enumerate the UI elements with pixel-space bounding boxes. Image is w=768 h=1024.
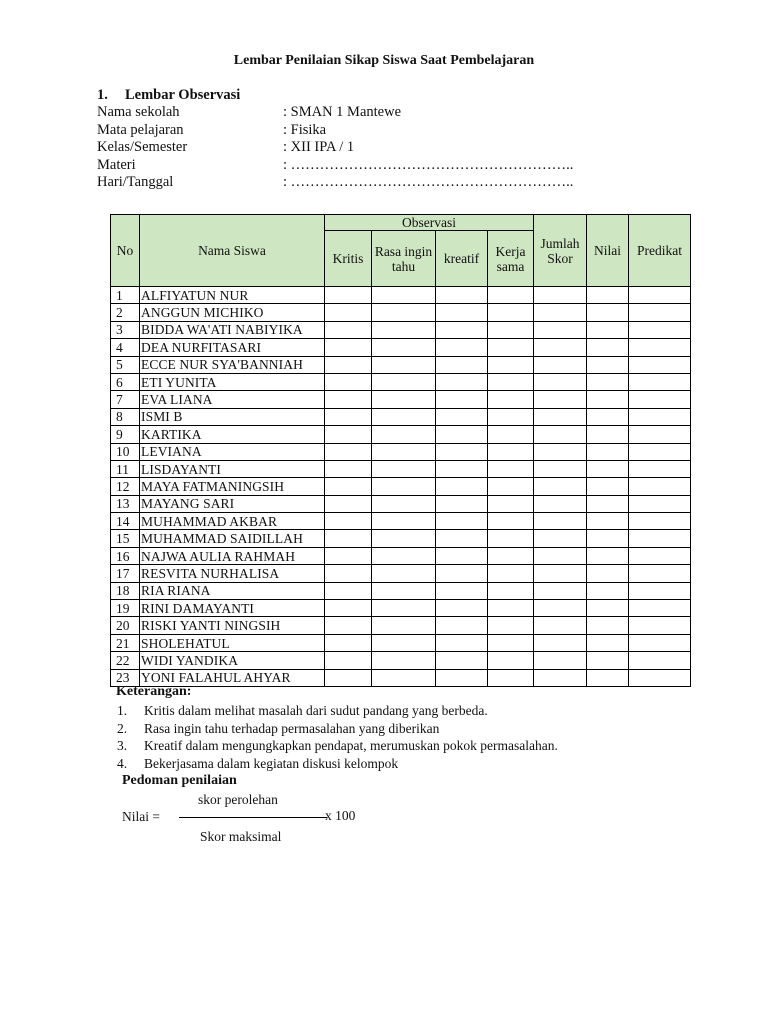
- student-name: ISMI B: [140, 408, 325, 425]
- score-cell[interactable]: [488, 582, 534, 599]
- score-cell[interactable]: [629, 652, 691, 669]
- score-cell[interactable]: [488, 495, 534, 512]
- score-cell[interactable]: [325, 652, 372, 669]
- score-cell[interactable]: [372, 634, 436, 651]
- score-cell[interactable]: [629, 547, 691, 564]
- info-value: : SMAN 1 Mantewe: [283, 104, 402, 120]
- score-cell[interactable]: [587, 426, 629, 443]
- table-row: [111, 669, 691, 686]
- score-cell[interactable]: [325, 356, 372, 373]
- list-number: 3.: [117, 738, 128, 754]
- score-cell[interactable]: [372, 426, 436, 443]
- score-cell[interactable]: [436, 617, 488, 634]
- score-cell[interactable]: [436, 669, 488, 686]
- score-cell[interactable]: [325, 321, 372, 338]
- observation-table: [110, 214, 691, 687]
- score-cell[interactable]: [436, 478, 488, 495]
- list-item: [117, 720, 558, 738]
- info-row-date: [97, 174, 573, 192]
- header-kreatif: kreatif: [436, 231, 488, 287]
- score-cell[interactable]: [372, 391, 436, 408]
- student-name: MAYANG SARI: [140, 495, 325, 512]
- score-cell[interactable]: [587, 669, 629, 686]
- score-cell[interactable]: [436, 513, 488, 530]
- score-cell[interactable]: [629, 408, 691, 425]
- table-row: [111, 391, 691, 408]
- section-number: 1.: [97, 87, 108, 103]
- score-cell[interactable]: [325, 391, 372, 408]
- score-cell[interactable]: [488, 373, 534, 390]
- score-cell[interactable]: [436, 547, 488, 564]
- row-number: 19: [111, 600, 140, 617]
- score-cell[interactable]: [587, 547, 629, 564]
- score-cell[interactable]: [534, 634, 587, 651]
- score-cell[interactable]: [534, 478, 587, 495]
- score-cell[interactable]: [436, 530, 488, 547]
- score-cell[interactable]: [488, 669, 534, 686]
- score-cell[interactable]: [325, 408, 372, 425]
- score-cell[interactable]: [436, 600, 488, 617]
- score-cell[interactable]: [325, 530, 372, 547]
- list-text: Bekerjasama dalam kegiatan diskusi kelompok: [144, 755, 399, 771]
- student-name: ECCE NUR SYA'BANNIAH: [140, 356, 325, 373]
- score-cell[interactable]: [325, 339, 372, 356]
- row-number: 12: [111, 478, 140, 495]
- score-cell[interactable]: [629, 373, 691, 390]
- score-cell[interactable]: [488, 460, 534, 477]
- score-cell[interactable]: [587, 408, 629, 425]
- info-row-class: [97, 139, 573, 157]
- info-row-subject: [97, 122, 573, 140]
- score-cell[interactable]: [534, 513, 587, 530]
- row-number: 1: [111, 287, 140, 304]
- score-cell[interactable]: [325, 426, 372, 443]
- score-cell[interactable]: [325, 582, 372, 599]
- score-cell[interactable]: [488, 530, 534, 547]
- score-cell[interactable]: [372, 304, 436, 321]
- score-cell[interactable]: [587, 478, 629, 495]
- student-name: KARTIKA: [140, 426, 325, 443]
- score-cell[interactable]: [488, 321, 534, 338]
- student-name: EVA LIANA: [140, 391, 325, 408]
- student-name: RISKI YANTI NINGSIH: [140, 617, 325, 634]
- score-cell[interactable]: [325, 373, 372, 390]
- header-observasi: Observasi: [325, 215, 534, 231]
- score-cell[interactable]: [587, 339, 629, 356]
- score-cell[interactable]: [587, 617, 629, 634]
- keterangan-label: Keterangan:: [116, 684, 192, 699]
- score-cell[interactable]: [534, 287, 587, 304]
- row-number: 17: [111, 565, 140, 582]
- pedoman-label: Pedoman penilaian: [122, 773, 237, 788]
- score-cell[interactable]: [629, 617, 691, 634]
- score-cell[interactable]: [629, 513, 691, 530]
- score-cell[interactable]: [488, 600, 534, 617]
- header-nilai: Nilai: [587, 215, 629, 287]
- score-cell[interactable]: [325, 495, 372, 512]
- student-name: BIDDA WA'ATI NABIYIKA: [140, 321, 325, 338]
- table-row: [111, 321, 691, 338]
- table-row: [111, 582, 691, 599]
- score-cell[interactable]: [436, 565, 488, 582]
- score-cell[interactable]: [325, 304, 372, 321]
- score-cell[interactable]: [436, 652, 488, 669]
- score-cell[interactable]: [534, 582, 587, 599]
- score-cell[interactable]: [325, 617, 372, 634]
- student-name: YONI FALAHUL AHYAR: [140, 669, 325, 686]
- info-block: [97, 104, 573, 192]
- table-row: [111, 443, 691, 460]
- score-cell[interactable]: [436, 373, 488, 390]
- score-cell[interactable]: [534, 669, 587, 686]
- score-cell[interactable]: [629, 634, 691, 651]
- table-row: [111, 373, 691, 390]
- score-cell[interactable]: [325, 669, 372, 686]
- header-jumlah-skor: Jumlah Skor: [534, 215, 587, 287]
- table-row: [111, 617, 691, 634]
- score-cell[interactable]: [629, 391, 691, 408]
- score-cell[interactable]: [587, 634, 629, 651]
- score-cell[interactable]: [372, 530, 436, 547]
- student-name: SHOLEHATUL: [140, 634, 325, 651]
- score-cell[interactable]: [534, 495, 587, 512]
- score-cell[interactable]: [587, 356, 629, 373]
- row-number: 8: [111, 408, 140, 425]
- row-number: 21: [111, 634, 140, 651]
- score-cell[interactable]: [534, 600, 587, 617]
- score-cell[interactable]: [488, 339, 534, 356]
- score-cell[interactable]: [587, 304, 629, 321]
- score-cell[interactable]: [488, 565, 534, 582]
- score-cell[interactable]: [534, 530, 587, 547]
- score-cell[interactable]: [587, 321, 629, 338]
- student-name: NAJWA AULIA RAHMAH: [140, 547, 325, 564]
- score-cell[interactable]: [587, 513, 629, 530]
- info-value: : XII IPA / 1: [283, 139, 355, 155]
- score-cell[interactable]: [488, 617, 534, 634]
- score-cell[interactable]: [587, 495, 629, 512]
- score-cell[interactable]: [372, 652, 436, 669]
- score-formula: [122, 792, 422, 852]
- student-name: RINI DAMAYANTI: [140, 600, 325, 617]
- table-row: [111, 304, 691, 321]
- table-row: [111, 565, 691, 582]
- score-cell[interactable]: [325, 600, 372, 617]
- score-cell[interactable]: [436, 287, 488, 304]
- row-number: 7: [111, 391, 140, 408]
- table-row: [111, 426, 691, 443]
- score-cell[interactable]: [629, 356, 691, 373]
- score-cell[interactable]: [488, 356, 534, 373]
- table-row: [111, 287, 691, 304]
- student-name: MUHAMMAD SAIDILLAH: [140, 530, 325, 547]
- score-cell[interactable]: [629, 460, 691, 477]
- score-cell[interactable]: [587, 373, 629, 390]
- score-cell[interactable]: [534, 547, 587, 564]
- score-cell[interactable]: [488, 287, 534, 304]
- score-cell[interactable]: [488, 547, 534, 564]
- formula-lhs: Nilai =: [122, 809, 160, 824]
- list-text: Kritis dalam melihat masalah dari sudut pandang yang berbeda.: [144, 703, 488, 718]
- score-cell[interactable]: [587, 391, 629, 408]
- header-predikat: Predikat: [629, 215, 691, 287]
- table-row: [111, 460, 691, 477]
- row-number: 23: [111, 669, 140, 686]
- score-cell[interactable]: [436, 321, 488, 338]
- score-cell[interactable]: [534, 391, 587, 408]
- score-cell[interactable]: [629, 287, 691, 304]
- row-number: 2: [111, 304, 140, 321]
- row-number: 20: [111, 617, 140, 634]
- score-cell[interactable]: [629, 600, 691, 617]
- student-name: WIDI YANDIKA: [140, 652, 325, 669]
- score-cell[interactable]: [436, 495, 488, 512]
- info-key: Materi: [97, 156, 136, 173]
- table-row: [111, 339, 691, 356]
- score-cell[interactable]: [534, 652, 587, 669]
- info-value: : …………………………………………………..: [283, 174, 574, 190]
- table-body: [111, 287, 691, 687]
- table-row: [111, 652, 691, 669]
- list-item: [117, 702, 558, 720]
- student-name: ALFIYATUN NUR: [140, 287, 325, 304]
- score-cell[interactable]: [534, 460, 587, 477]
- score-cell[interactable]: [325, 634, 372, 651]
- score-cell[interactable]: [325, 547, 372, 564]
- score-cell[interactable]: [587, 565, 629, 582]
- score-cell[interactable]: [488, 652, 534, 669]
- score-cell[interactable]: [372, 547, 436, 564]
- list-number: 4.: [117, 755, 128, 771]
- score-cell[interactable]: [372, 565, 436, 582]
- list-number: 1.: [117, 703, 128, 718]
- score-cell[interactable]: [436, 408, 488, 425]
- score-cell[interactable]: [629, 669, 691, 686]
- formula-denominator: Skor maksimal: [200, 829, 282, 844]
- score-cell[interactable]: [372, 321, 436, 338]
- info-row-school: [97, 104, 573, 122]
- row-number: 11: [111, 460, 140, 477]
- score-cell[interactable]: [587, 460, 629, 477]
- score-cell[interactable]: [372, 617, 436, 634]
- score-cell[interactable]: [372, 478, 436, 495]
- score-cell[interactable]: [325, 443, 372, 460]
- score-cell[interactable]: [629, 339, 691, 356]
- header-name: Nama Siswa: [140, 215, 325, 287]
- score-cell[interactable]: [372, 339, 436, 356]
- score-cell[interactable]: [629, 304, 691, 321]
- score-cell[interactable]: [629, 478, 691, 495]
- fraction-line: [179, 817, 327, 818]
- table-row: [111, 513, 691, 530]
- score-cell[interactable]: [372, 669, 436, 686]
- score-cell[interactable]: [488, 634, 534, 651]
- student-name: RESVITA NURHALISA: [140, 565, 325, 582]
- score-cell[interactable]: [436, 356, 488, 373]
- student-name: MUHAMMAD AKBAR: [140, 513, 325, 530]
- info-value: : …………………………………………………..: [283, 156, 574, 173]
- student-name: ETI YUNITA: [140, 373, 325, 390]
- score-cell[interactable]: [436, 634, 488, 651]
- table-row: [111, 356, 691, 373]
- header-kritis: Kritis: [325, 231, 372, 287]
- score-cell[interactable]: [629, 321, 691, 338]
- score-cell[interactable]: [372, 513, 436, 530]
- score-cell[interactable]: [488, 443, 534, 460]
- row-number: 16: [111, 547, 140, 564]
- score-cell[interactable]: [372, 582, 436, 599]
- score-cell[interactable]: [436, 426, 488, 443]
- table-row: [111, 547, 691, 564]
- row-number: 4: [111, 339, 140, 356]
- row-number: 6: [111, 373, 140, 390]
- score-cell[interactable]: [587, 600, 629, 617]
- row-number: 18: [111, 582, 140, 599]
- score-cell[interactable]: [372, 287, 436, 304]
- row-number: 5: [111, 356, 140, 373]
- student-name: RIA RIANA: [140, 582, 325, 599]
- score-cell[interactable]: [325, 513, 372, 530]
- student-name: ANGGUN MICHIKO: [140, 304, 325, 321]
- score-cell[interactable]: [587, 443, 629, 460]
- keterangan-list: [117, 702, 558, 772]
- info-key: Nama sekolah: [97, 104, 180, 120]
- score-cell[interactable]: [488, 391, 534, 408]
- list-item: [117, 737, 558, 755]
- section-label: Lembar Observasi: [125, 87, 241, 103]
- student-name: DEA NURFITASARI: [140, 339, 325, 356]
- row-number: 13: [111, 495, 140, 512]
- score-cell[interactable]: [587, 652, 629, 669]
- info-value: : Fisika: [283, 121, 327, 138]
- list-text: Rasa ingin tahu terhadap permasalahan yang diberikan: [144, 720, 440, 736]
- score-cell[interactable]: [372, 460, 436, 477]
- student-name: LISDAYANTI: [140, 460, 325, 477]
- score-cell[interactable]: [325, 565, 372, 582]
- info-key: Hari/Tanggal: [97, 174, 174, 190]
- score-cell[interactable]: [372, 495, 436, 512]
- table-row: [111, 530, 691, 547]
- score-cell[interactable]: [372, 373, 436, 390]
- row-number: 14: [111, 513, 140, 530]
- row-number: 9: [111, 426, 140, 443]
- table-row: [111, 600, 691, 617]
- score-cell[interactable]: [629, 582, 691, 599]
- score-cell[interactable]: [436, 582, 488, 599]
- list-number: 2.: [117, 720, 128, 736]
- header-no: No: [111, 215, 140, 287]
- score-cell[interactable]: [325, 460, 372, 477]
- score-cell[interactable]: [629, 443, 691, 460]
- score-cell[interactable]: [372, 408, 436, 425]
- score-cell[interactable]: [436, 304, 488, 321]
- list-text: Kreatif dalam mengungkapkan pendapat, merumuskan pokok permasalahan.: [144, 738, 558, 754]
- score-cell[interactable]: [629, 426, 691, 443]
- score-cell[interactable]: [488, 304, 534, 321]
- table-row: [111, 408, 691, 425]
- score-cell[interactable]: [534, 617, 587, 634]
- score-cell[interactable]: [534, 426, 587, 443]
- score-cell[interactable]: [325, 287, 372, 304]
- score-cell[interactable]: [488, 478, 534, 495]
- row-number: 10: [111, 443, 140, 460]
- score-cell[interactable]: [488, 408, 534, 425]
- score-cell[interactable]: [534, 304, 587, 321]
- score-cell[interactable]: [372, 356, 436, 373]
- score-cell[interactable]: [436, 443, 488, 460]
- student-name: MAYA FATMANINGSIH: [140, 478, 325, 495]
- list-item: [117, 755, 558, 773]
- table-row: [111, 634, 691, 651]
- score-cell[interactable]: [534, 356, 587, 373]
- score-cell[interactable]: [629, 530, 691, 547]
- score-cell[interactable]: [587, 582, 629, 599]
- info-key: Kelas/Semester: [97, 139, 188, 155]
- score-cell[interactable]: [629, 495, 691, 512]
- score-cell[interactable]: [436, 460, 488, 477]
- row-number: 15: [111, 530, 140, 547]
- score-cell[interactable]: [325, 478, 372, 495]
- header-kerja-sama: Kerja sama: [488, 231, 534, 287]
- score-cell[interactable]: [372, 443, 436, 460]
- score-cell[interactable]: [488, 426, 534, 443]
- document-title: Lembar Penilaian Sikap Siswa Saat Pembelajaran: [233, 53, 535, 68]
- score-cell[interactable]: [488, 513, 534, 530]
- formula-numerator: skor perolehan: [198, 792, 278, 807]
- score-cell[interactable]: [436, 339, 488, 356]
- score-cell[interactable]: [534, 339, 587, 356]
- score-cell[interactable]: [587, 287, 629, 304]
- score-cell[interactable]: [372, 600, 436, 617]
- student-name: LEVIANA: [140, 443, 325, 460]
- table-row: [111, 495, 691, 512]
- score-cell[interactable]: [587, 530, 629, 547]
- header-rasa-ingin-tahu: Rasa ingin tahu: [372, 231, 436, 287]
- score-cell[interactable]: [436, 391, 488, 408]
- formula-multiplier: x 100: [325, 808, 356, 823]
- row-number: 3: [111, 321, 140, 338]
- info-key: Mata pelajaran: [97, 121, 184, 138]
- score-cell[interactable]: [534, 321, 587, 338]
- score-cell[interactable]: [629, 565, 691, 582]
- table-row: [111, 478, 691, 495]
- score-cell[interactable]: [534, 565, 587, 582]
- info-row-materi: [97, 157, 573, 175]
- section-heading: [97, 87, 240, 104]
- score-cell[interactable]: [534, 373, 587, 390]
- score-cell[interactable]: [534, 408, 587, 425]
- row-number: 22: [111, 652, 140, 669]
- score-cell[interactable]: [534, 443, 587, 460]
